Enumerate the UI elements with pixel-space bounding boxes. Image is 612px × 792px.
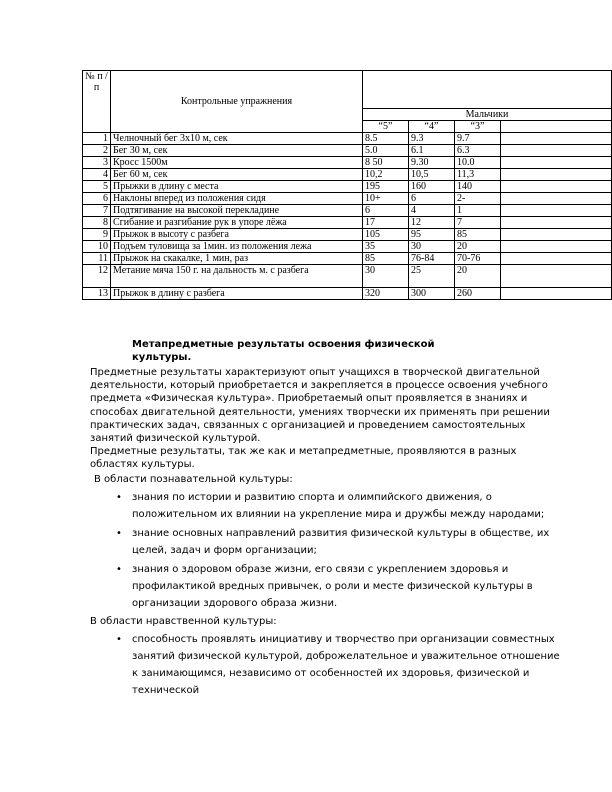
grade-4-value: 6 — [409, 193, 455, 205]
exercise-name: Прыжки в длину с места — [111, 181, 363, 193]
exercise-name: Сгибание и разгибание рук в упоре лёжа — [111, 217, 363, 229]
extra-cell — [501, 157, 612, 169]
grade-3-value: 11,3 — [455, 169, 501, 181]
paragraph-2: Предметные результаты, так же как и метапредметные, проявляются в разных областях культуры. — [90, 446, 517, 471]
grade-3-value: 2- — [455, 193, 501, 205]
grade-4-value: 76-84 — [409, 253, 455, 265]
grade-4-value: 9.3 — [409, 133, 455, 145]
moral-culture-list — [90, 631, 560, 699]
grade-3-value: 140 — [455, 181, 501, 193]
table-row — [83, 157, 612, 169]
grade-4-value: 95 — [409, 229, 455, 241]
moral-culture-heading: В области нравственной культуры: — [90, 615, 277, 627]
list-item — [90, 489, 560, 523]
extra-cell — [501, 145, 612, 157]
cognitive-culture-heading: В области познавательной культуры: — [94, 473, 293, 485]
extra-cell — [501, 265, 612, 288]
row-number: 5 — [83, 181, 111, 193]
table-row — [83, 181, 612, 193]
list-item — [90, 525, 560, 559]
bullet-icon: • — [116, 633, 122, 645]
row-number: 6 — [83, 193, 111, 205]
table-row — [83, 229, 612, 241]
grade-3-value: 6.3 — [455, 145, 501, 157]
list-item-text: знания по истории и развитию спорта и олимпийского движения, о положительном их влиянии на укрепление мира и дружбы между народами; — [132, 491, 545, 520]
extra-cell — [501, 229, 612, 241]
exercise-name: Прыжок на скакалке, 1 мин, раз — [111, 253, 363, 265]
grade-5-value: 195 — [363, 181, 409, 193]
grade-3-value: 260 — [455, 288, 501, 300]
extra-cell — [501, 193, 612, 205]
row-number: 13 — [83, 288, 111, 300]
exercise-header: Контрольные упражнения — [111, 71, 363, 133]
paragraph-1: Предметные результаты характеризуют опыт учащихся в творческой двигательной деятельности, который приобретается и закрепляется в процессе освоения учебного предмета «Физическая культура». Приобретаемый опыт проявляется в знаниях и способах двигательной деятельности, умениях творчески их применять при решении практических задач, связанных с организацией и проведением самостоятельных занятий физической культурой. — [90, 367, 550, 445]
grade-5-value: 30 — [363, 265, 409, 288]
grade-5-value: 6 — [363, 205, 409, 217]
grade-3-value: 20 — [455, 241, 501, 253]
bullet-icon: • — [116, 491, 122, 503]
grade-3-value: 85 — [455, 229, 501, 241]
grade-4-header: “4” — [409, 121, 455, 133]
grade-3-value: 20 — [455, 265, 501, 288]
table-row — [83, 205, 612, 217]
grade-3-value: 9.7 — [455, 133, 501, 145]
exercise-name: Кросс 1500м — [111, 157, 363, 169]
list-item-text: знания о здоровом образе жизни, его связи с укреплением здоровья и профилактикой вредных привычек, о роли и месте физической культуры в организации здорового образа жизни. — [132, 563, 533, 609]
grade-5-value: 320 — [363, 288, 409, 300]
grade-5-header: “5” — [363, 121, 409, 133]
cognitive-culture-list — [90, 489, 560, 612]
grade-3-value: 70-76 — [455, 253, 501, 265]
extra-cell — [501, 241, 612, 253]
table-row — [83, 145, 612, 157]
grade-4-value: 4 — [409, 205, 455, 217]
grade-3-value: 1 — [455, 205, 501, 217]
grade-extra-header — [501, 121, 612, 133]
row-number: 8 — [83, 217, 111, 229]
grade-5-value: 5.0 — [363, 145, 409, 157]
row-number: 12 — [83, 265, 111, 288]
grade-5-value: 8.5 — [363, 133, 409, 145]
row-number: 11 — [83, 253, 111, 265]
list-item — [90, 631, 560, 699]
list-item-text: знание основных направлений развития физической культуры в обществе, их целей, задач и форм организации; — [132, 527, 550, 556]
grade-4-value: 30 — [409, 241, 455, 253]
row-number: 1 — [83, 133, 111, 145]
grade-5-value: 17 — [363, 217, 409, 229]
exercise-name: Подтягивание на высокой перекладине — [111, 205, 363, 217]
row-number: 2 — [83, 145, 111, 157]
row-number: 4 — [83, 169, 111, 181]
group-header-spacer — [363, 71, 612, 109]
grade-5-value: 85 — [363, 253, 409, 265]
table-row — [83, 169, 612, 181]
extra-cell — [501, 217, 612, 229]
exercise-name: Прыжок в высоту с разбега — [111, 229, 363, 241]
table-row — [83, 265, 612, 288]
extra-cell — [501, 288, 612, 300]
bullet-icon: • — [116, 563, 122, 575]
list-item-text: способность проявлять инициативу и творчество при организации совместных занятий физической культурой, доброжелательное и уважительное отношение к занимающимся, независимо от особенностей их здоровья, физической и технической — [132, 633, 560, 696]
grade-3-value: 10.0 — [455, 157, 501, 169]
grade-4-value: 12 — [409, 217, 455, 229]
row-number: 3 — [83, 157, 111, 169]
grade-3-value: 7 — [455, 217, 501, 229]
exercise-name: Подъем туловища за 1мин. из положения лежа — [111, 241, 363, 253]
exercise-name: Бег 30 м, сек — [111, 145, 363, 157]
extra-cell — [501, 169, 612, 181]
control-exercises-table — [82, 70, 612, 300]
grade-5-value: 35 — [363, 241, 409, 253]
row-number: 7 — [83, 205, 111, 217]
section-heading: Метапредметные результаты освоения физической культуры. — [132, 339, 435, 363]
grade-3-header: “3” — [455, 121, 501, 133]
table-row — [83, 253, 612, 265]
exercise-name: Метание мяча 150 г. на дальность м. с разбега — [111, 265, 363, 288]
table-row — [83, 241, 612, 253]
table-row — [83, 288, 612, 300]
grade-4-value: 10,5 — [409, 169, 455, 181]
bullet-icon: • — [116, 527, 122, 539]
number-header: № п /п — [83, 71, 111, 133]
table-row — [83, 217, 612, 229]
grade-5-value: 10,2 — [363, 169, 409, 181]
row-number: 10 — [83, 241, 111, 253]
grade-4-value: 25 — [409, 265, 455, 288]
grade-5-value: 8 50 — [363, 157, 409, 169]
exercise-name: Наклоны вперед из положения сидя — [111, 193, 363, 205]
boys-header: Мальчики — [363, 109, 612, 121]
extra-cell — [501, 133, 612, 145]
exercise-name: Челночный бег 3х10 м, сек — [111, 133, 363, 145]
grade-4-value: 6.1 — [409, 145, 455, 157]
exercise-name: Бег 60 м, сек — [111, 169, 363, 181]
table-row — [83, 193, 612, 205]
grade-4-value: 9.30 — [409, 157, 455, 169]
list-item — [90, 561, 560, 612]
grade-4-value: 300 — [409, 288, 455, 300]
grade-5-value: 105 — [363, 229, 409, 241]
exercise-name: Прыжок в длину с разбега — [111, 288, 363, 300]
extra-cell — [501, 181, 612, 193]
row-number: 9 — [83, 229, 111, 241]
document-body — [90, 338, 560, 701]
grade-5-value: 10+ — [363, 193, 409, 205]
extra-cell — [501, 205, 612, 217]
grade-4-value: 160 — [409, 181, 455, 193]
extra-cell — [501, 253, 612, 265]
table-row — [83, 133, 612, 145]
